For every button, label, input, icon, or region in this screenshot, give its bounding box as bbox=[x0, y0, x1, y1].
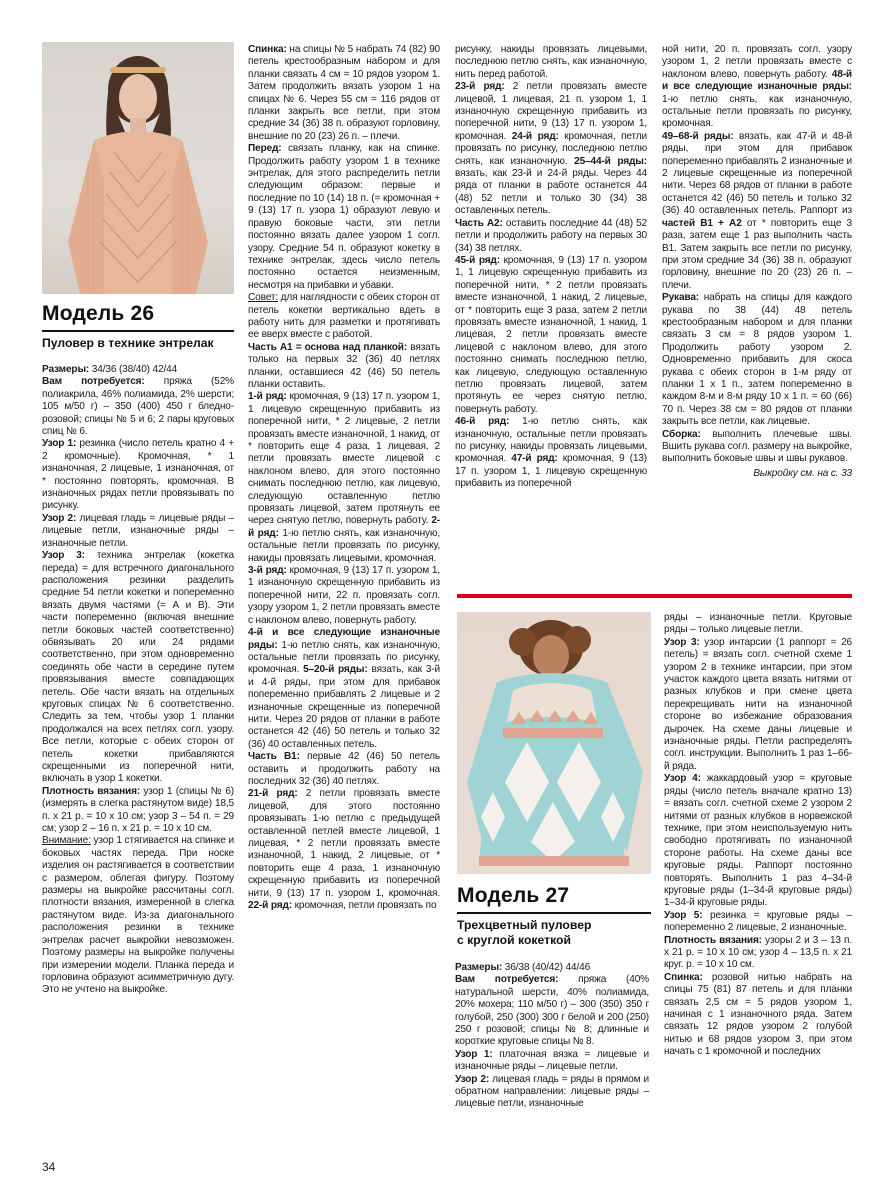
model-27-title: Модель 27 bbox=[457, 884, 570, 907]
model-27-photo bbox=[457, 612, 651, 874]
model-26-column-2 bbox=[248, 44, 440, 912]
model-26-column-3 bbox=[455, 44, 647, 491]
model-26-column-4 bbox=[662, 44, 852, 480]
title-underline-27 bbox=[457, 912, 651, 914]
model-26-photo bbox=[42, 42, 234, 294]
model-27-subtitle-line1: Трехцветный пуловер bbox=[457, 918, 592, 932]
model-27-subtitle-line2: с круглой кокеткой bbox=[457, 932, 571, 947]
title-underline bbox=[42, 330, 234, 332]
model-27-subtitle bbox=[457, 918, 651, 947]
model-26-column-1 bbox=[42, 364, 234, 997]
model-26-col4-text: ной нити, 20 п. провязать согл. узору узором 1, 2 петли провязать вместе с наклоном влево, повернуть работу. 48-й и все следующие изнаночные ряды: 1-ю петлю снять, как изнаночную, остальные петли провязать по рисунку, кромочная. 49–68-й ряды: вязать, как 47-й и 48-й ряды, при этом для прибавок попеременно прибавлять 2 изнаночные и 2 лицевые скрещенные из поперечной нити. Через 68 рядов от планки в работе останется 42 (46) 50 петель и только 32 (36) 40 оставленных петель. Раппорт из частей В1 + А2 от * повторить еще 3 раза, затем еще 1 раз выполнить часть В1. Затем закрыть все петли по рисунку, при этом средние 34 (36) 38 п. образуют горловину, внешние по 20 (23) 26 п. – плечи. Рукава: набрать на спицы для каждого рукава по 38 (44) 48 петель крестообразным набором и для планки связать 3 см = 8 рядов узором 1. Продолжить работу узором 2. Одновременно прибавить для скоса рукава с обеих сторон в 1-м ряду от планки 1 х 1 п., затем попеременно в каждом 8-м и 8-м ряду 10 х 1 п. = 60 (66) 70 п. Через 38 см = 80 рядов от планки закрыть все петли, как лицевые. Сборка: выполнить плечевые швы. Вшить рукава согл. размеру на выкройке, выполнить боковые швы и швы рукавов. bbox=[662, 44, 852, 465]
pattern-reference: Выкройку см. на с. 33 bbox=[753, 467, 852, 479]
model-26-col3-text: рисунку, накиды провязать лицевыми, последнюю петлю снять, как изнаночную, нить перед работой. 23-й ряд: 2 петли провязать вместе лицевой, 1 лицевая, 21 п. узором 1, 1 изнаночную скрещенную прибавить из поперечной нити, 9 (13) 17 п. узором 1, кромочная. 24-й ряд: кромочная, петли провязать по рисунку, последнюю петлю снять, как изнаночную. 25–44-й ряды: вязать, как 23-й и 24-й ряды. Через 44 ряда от планки в работе останется 44 (48) 52 петли и только 30 (34) 38 оставленных петель. Часть А2: оставить последние 44 (48) 52 петли и продолжить работу на первых 30 (34) 38 петлях. 45-й ряд: кромочная, 9 (13) 17 п. узором 1, 1 лицевую скрещенную прибавить из поперечной нити, * 2 петли провязать вместе изнаночной, 1 накид, 2 лицевые, от * повторить еще 3 раза, затем 2 петли провязать вместе изнаночной, 1 накид, 1 лицевая, 2 петли провязать вместе лицевой с наклоном влево, для этого постоянно снимать последнюю петлю, как лицевую, следующую оставленную петлю провязать лицевой, затем протянуть ее через снятую петлю, повернуть работу. 46-й ряд: 1-ю петлю снять, как изнаночную, остальные петли провязать по рисунку, накиды провязать лицевыми, кромочная. 47-й ряд: кромочная, 9 (13) 17 п. узором 1, 1 лицевую скрещенную прибавить из поперечной bbox=[455, 44, 647, 490]
model-26-subtitle: Пуловер в технике энтрелак bbox=[42, 336, 214, 350]
model-27-column-4 bbox=[664, 612, 852, 1059]
page-number: 34 bbox=[42, 1160, 56, 1174]
model-27-col3-text: Размеры: 36/38 (40/42) 44/46 Вам потребуется: пряжа (40% натуральной шерсти, 40% полиамида, 20% мохера; 110 м/50 г) – 300 (350) 350 г голубой, 250 (300) 300 г белой и 200 (250) 250 г розовой; спицы № 8; длинные и короткие круговые спицы № 8. Узор 1: платочная вязка = лицевые и изнаночные ряды – лицевые петли. Узор 2: лицевая гладь = ряды в прямом и обратном направлении: лицевые ряды – лицевые петли, изнаночные bbox=[455, 962, 649, 1110]
model-26-title: Модель 26 bbox=[42, 302, 155, 325]
model-26-col1-text: Размеры: 34/36 (38/40) 42/44 Вам потребуется: пряжа (52% полиакрила, 46% полиамида, 2% шерсти; 105 м/50 г) – 350 (400) 450 г бледно-розовой; спицы № 5 и 6; 2 пары круговых спиц № 6. Узор 1: резинка (число петель кратно 4 + 2 кромочные). Кромочная, * 1 изнаночная, 2 лицевые, 1 изнаночная, от * постоянно повторять, кромочная. В изнаночных рядах петли провязывать по рисунку. Узор 2: лицевая гладь = лицевые ряды – лицевые петли, изнаночные ряды – изнаночные петли. Узор 3: техника энтрелак (кокетка переда) = для встречного диагонального расположения резинки разделить средние 54 петли кокетки и попеременно вязать двумя частями (= А и В). Эти части попеременно (включая внешние петли боковых частей соответственно) обвязывать 20 или 24 рядами соответственно, при этом одновременно соединять обе части в середине путем провязывания вместе совпадающих петель. Обе части вязать на отдельных круговых спицах № 6 соответственно. Следить за тем, чтобы узор 1 планки продолжался на всех петлях согл. узору. Все петли, которые с обеих сторон от петель кокетки прибавляются скрещенными из поперечной нити, включать в узор 1 кокетки. Плотность вязания: узор 1 (спицы № 6) (измерять в слегка растянутом виде) 18,5 п. х 21 р. = 10 х 10 см; узор 3 – 54 п. = 29 см; узор 2 – 16 п. х 21 р. = 10 х 10 см. Внимание: узор 1 стягивается на спинке и боковых частях переда. При носке изделия он растягивается в соответствии с размером, облегая фигуру. Поэтому размеры на выкройке рассчитаны согл. плотности вязания, измеренной в слегка растянутом виде. Из-за диагонального расположения резинки в технике энтрелак расчет выкройки невозможен. Поэтому размеры на выкройке получены при измерении модели. Планка переда и горловина образуют асимметричную дугу. Это не учтено на выкройке. bbox=[42, 364, 234, 996]
model-27-photo-illustration bbox=[457, 612, 651, 874]
model-26-photo-illustration bbox=[42, 42, 234, 294]
model-26-col2-text: Спинка: на спицы № 5 набрать 74 (82) 90 петель крестообразным набором и для планки связать 4 см = 10 рядов узором 1. Затем продолжить вязать узором 1 на спицах № 6. Через 55 см = 116 рядов от планки закрыть все петли, при этом средние 34 (36) 38 п. образуют горловину, внешние по 20 (23) 26 п. – плечи. Перед: связать планку, как на спинке. Продолжить работу узором 1 в технике энтрелак, для этого распределить петли следующим образом: первые и последние по 10 (14) 18 п. (= кромочная + 9 (13) 17 п. узора 1) образуют левую и правую боковые части, эти петли постоянно вязать далее узором 1 согл. узору. Средние 54 п. образуют кокетку в технике энтрелак, здесь число петель постоянно остается неизменным, несмотря на прибавки и убавки. Совет: для наглядности с обеих сторон от петель кокетки вертикально вдеть в работу нить для разметки и протягивать ее вверх вместе с работой. Часть А1 = основа над планкой: вязать только на первых 32 (36) 40 петлях планки, оставшиеся 42 (46) 50 петель планки оставить. 1-й ряд: кромочная, 9 (13) 17 п. узором 1, 1 лицевую скрещенную прибавить из поперечной нити, * 2 лицевые, 2 петли провязать вместе изнаночной, 1 накид, от * повторить еще 4 раза, 1 лицевая, 2 петли провязать вместе лицевой с наклоном влево, для этого постоянно снимать последнюю петлю, как лицевую, следующую оставленную петлю провязать лицевой, затем протянуть ее через снятую петлю, повернуть работу. 2-й ряд: 1-ю петлю снять, как изнаночную, остальные петли провязать по рисунку, накиды провязать лицевыми, кромочная. 3-й ряд: кромочная, 9 (13) 17 п. узором 1, 1 изнаночную скрещенную прибавить из поперечной нити, 22 п. провязать согл. узору узором 1, 2 петли провязать вместе с наклоном влево, повернуть работу. 4-й и все следующие изнаночные ряды: 1-ю петлю снять, как изнаночную, остальные петли провязать по рисунку, кромочная. 5–20-й ряды: вязать, как 3-й и 4-й ряды, при этом для прибавок попеременно прибавлять 2 лицевые и 2 изнаночные скрещенные из поперечной нити. Через 20 рядов от планки в работе останется 42 (46) 50 петель и только 32 (36) 40 оставленных петель. Часть В1: первые 42 (46) 50 петель оставить и продолжить работу на последних 32 (36) 40 петлях. 21-й ряд: 2 петли провязать вместе лицевой, для этого постоянно провязывать 1-ю петлю с предыдущей оставленной петлей вместе лицевой, 1 лицевая, * 2 петли провязать вместе изнаночной, 1 накид, 2 лицевые, от * повторить еще 4 раза, 1 изнаночную скрещенную прибавить из поперечной нити, 9 (13) 17 п. узором 1, кромочная. 22-й ряд: кромочная, петли провязать по bbox=[248, 44, 441, 912]
section-divider bbox=[457, 594, 852, 598]
model-27-col4-text: ряды – изнаночные петли. Круговые ряды – только лицевые петли. Узор 3: узор интарсии (1 раппорт = 26 петель) = вязать согл. счетной схеме 1 узором 2 в технике интарсии, при этом участок каждого цвета вязать нитями от разных клубков и при смене цвета перекрещивать нити на изнаночной стороне во избежание образования дырочек. На схеме даны лицевые и изнаночные ряды. Петли распределять согл. инструкции. Выполнить 1 раз 1–66-й ряда. Узор 4: жаккардовый узор = круговые ряды (число петель вначале кратно 13) = вязать согл. счетной схеме 2 узором 2 нитями от разных клубков в норвежской технике, при этом неиспользуемую нить свободно протягивать по изнаночной стороне работы. На схеме даны все круговые ряды. Раппорт постоянно повторять. Выполнить 1 раз 4–34-й круговые ряды (1–34-й круговые ряды) 1–34-й круговые ряды. Узор 5: резинка = круговые ряды – попеременно 2 лицевые, 2 изнаночные. Плотность вязания: узоры 2 и 3 – 13 п. х 21 р. = 10 х 10 см; узор 4 – 13,5 п. х 21 круг. р. = 10 х 10 см. Спинка: розовой нитью набрать на спицы 75 (81) 87 петель и для планки связать 2,5 см = 5 рядов узором 1, начиная с 1 изнаночного ряда. Затем связать 12 рядов узором 2 голубой нитью и 68 рядов узором 3, при этом начать с 1 кромочной и последних bbox=[664, 612, 853, 1058]
model-27-column-3 bbox=[455, 962, 649, 1111]
